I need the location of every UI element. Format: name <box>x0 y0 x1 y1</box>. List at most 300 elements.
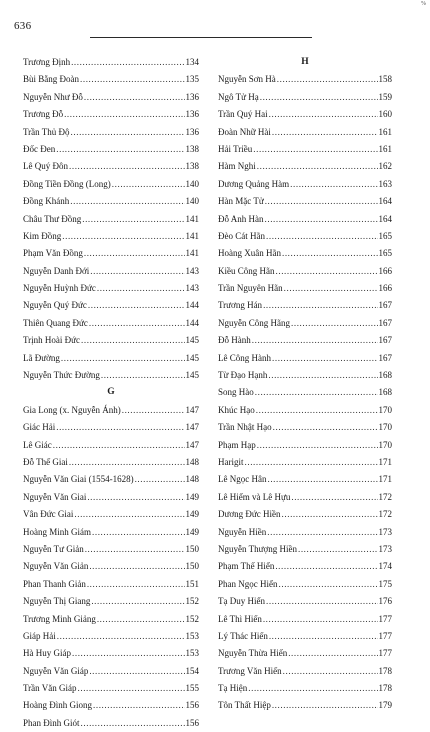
entry-name: Phan Ngọc Hiển <box>218 578 278 589</box>
leader-dots <box>62 228 184 245</box>
index-entry <box>23 211 199 228</box>
entry-name: Phạm Văn Đồng <box>23 248 83 259</box>
index-entry <box>218 350 392 367</box>
leader-dots <box>291 489 377 506</box>
entry-name: Kim Đồng <box>23 230 62 241</box>
index-entry <box>218 176 392 193</box>
index-entry <box>218 228 392 245</box>
index-entry <box>23 402 199 419</box>
leader-dots <box>56 141 184 158</box>
entry-page: 156 <box>185 700 199 711</box>
index-entry <box>218 541 392 558</box>
entry-name: Ngô Tử Hạ <box>218 91 259 102</box>
index-entry <box>23 280 199 297</box>
leader-dots <box>272 124 378 141</box>
leader-dots <box>257 158 378 175</box>
entry-name: Trần Nhật Hạo <box>218 422 272 433</box>
entry-name: Song Hào <box>218 387 254 398</box>
entry-name: Đèo Cát Hãn <box>218 230 265 241</box>
index-entry <box>218 576 392 593</box>
entry-page: 145 <box>185 370 199 381</box>
leader-dots <box>135 471 185 488</box>
index-entry <box>218 245 392 262</box>
entry-name: Tạ Hiện <box>218 683 248 694</box>
leader-dots <box>282 506 378 523</box>
entries-g <box>23 402 199 732</box>
index-entry <box>218 628 392 645</box>
leader-dots <box>298 541 378 558</box>
leader-dots <box>266 593 378 610</box>
entry-name: Nguyễn Hiền <box>218 526 267 537</box>
entry-name: Trịnh Hoài Đức <box>23 335 81 346</box>
entry-name: Trần Thủ Độ <box>23 126 70 137</box>
index-entry <box>218 402 392 419</box>
index-entry <box>23 228 199 245</box>
leader-dots <box>282 245 378 262</box>
entry-name: Nguyễn Thức Đường <box>23 370 100 381</box>
entry-page: 148 <box>185 474 199 485</box>
entry-page: 145 <box>185 352 199 363</box>
entry-page: 165 <box>378 230 392 241</box>
entry-name: Hàm Nghi <box>218 161 256 172</box>
entry-page: 144 <box>185 317 199 328</box>
leader-dots <box>84 245 185 262</box>
index-entry <box>23 611 199 628</box>
entry-name: Gia Long (x. Nguyễn Ánh) <box>23 404 121 415</box>
entry-page: 141 <box>185 248 199 259</box>
leader-dots <box>69 158 185 175</box>
index-column-right <box>218 54 392 715</box>
entry-name: Hải Triều <box>218 143 253 154</box>
entry-name: Châu Thư Đồng <box>23 213 82 224</box>
index-entry <box>23 89 199 106</box>
leader-dots <box>89 663 184 680</box>
leader-dots <box>61 350 185 367</box>
entry-page: 140 <box>185 178 199 189</box>
entry-page: 166 <box>378 265 392 276</box>
index-entry <box>218 611 392 628</box>
index-entry <box>23 454 199 471</box>
entry-page: 174 <box>378 561 392 572</box>
index-entry <box>218 697 392 714</box>
index-entry <box>218 89 392 106</box>
entry-name: Đỗ Anh Hàn <box>218 213 264 224</box>
entry-page: 152 <box>185 596 199 607</box>
index-entry <box>218 489 392 506</box>
entry-page: 153 <box>185 630 199 641</box>
entry-page: 154 <box>185 665 199 676</box>
entry-page: 168 <box>378 370 392 381</box>
entry-name: Nguyễn Văn Giản <box>23 561 89 572</box>
leader-dots <box>88 297 185 314</box>
entry-page: 166 <box>378 283 392 294</box>
index-entry <box>218 193 392 210</box>
entry-page: 161 <box>378 126 392 137</box>
index-entry <box>23 628 199 645</box>
header-rule <box>90 37 312 38</box>
index-column-left <box>23 54 199 732</box>
index-entry <box>218 332 392 349</box>
entry-page: 148 <box>185 456 199 467</box>
entry-page: 168 <box>378 387 392 398</box>
leader-dots <box>122 402 185 419</box>
entry-name: Đỗ Thế Giai <box>23 456 68 467</box>
entry-page: 170 <box>378 404 392 415</box>
index-entry <box>218 558 392 575</box>
entry-page: 159 <box>378 91 392 102</box>
index-entry <box>23 593 199 610</box>
leader-dots <box>85 541 185 558</box>
entry-name: Nguyễn Tư Giản <box>23 543 84 554</box>
leader-dots <box>266 228 378 245</box>
entry-page: 170 <box>378 422 392 433</box>
entry-name: Lê Quý Đôn <box>23 161 68 172</box>
entry-name: Hoàng Đình Giong <box>23 700 92 711</box>
leader-dots <box>74 506 184 523</box>
index-entry <box>23 124 199 141</box>
index-entry <box>23 437 199 454</box>
entry-name: Nguyễn Quý Đức <box>23 300 87 311</box>
entry-name: Tôn Thất Hiệp <box>218 700 271 711</box>
index-entry <box>23 558 199 575</box>
entry-page: 170 <box>378 439 392 450</box>
entry-page: 135 <box>185 74 199 85</box>
entry-name: Kiều Công Hãn <box>218 265 275 276</box>
entry-name: Nguyễn Sơn Hà <box>218 74 276 85</box>
entry-name: Từ Đạo Hạnh <box>218 370 268 381</box>
entry-name: Trương Hán <box>218 300 263 311</box>
entry-name: Nguyễn Danh Đới <box>23 265 90 276</box>
leader-dots <box>252 332 378 349</box>
index-entry <box>23 541 199 558</box>
index-entry <box>218 593 392 610</box>
section-heading-h: H <box>301 57 309 67</box>
entry-name: Khúc Hạo <box>218 404 255 415</box>
entry-name: Trần Quý Hai <box>218 109 268 120</box>
index-entry <box>23 471 199 488</box>
entry-page: 149 <box>185 491 199 502</box>
leader-dots <box>269 106 378 123</box>
entry-page: 167 <box>378 335 392 346</box>
entry-page: 164 <box>378 196 392 207</box>
entry-page: 160 <box>378 109 392 120</box>
entry-page: 147 <box>185 422 199 433</box>
index-entry <box>23 297 199 314</box>
leader-dots <box>272 350 378 367</box>
index-entry <box>218 663 392 680</box>
leader-dots <box>263 611 378 628</box>
entry-page: 165 <box>378 248 392 259</box>
entry-name: Phạm Hạp <box>218 439 256 450</box>
entry-page: 150 <box>185 543 199 554</box>
entry-name: Giác Hải <box>23 422 56 433</box>
leader-dots <box>80 71 185 88</box>
index-entry <box>218 437 392 454</box>
section-heading-g: G <box>107 387 115 398</box>
entry-name: Bùi Bằng Đoàn <box>23 74 79 85</box>
entries-h <box>218 71 392 714</box>
leader-dots <box>57 628 185 645</box>
entry-name: Dương Quảng Hàm <box>218 178 290 189</box>
entry-name: Hàn Mặc Tử <box>218 196 264 207</box>
entry-page: 136 <box>185 126 199 137</box>
index-entry <box>23 680 199 697</box>
leader-dots <box>284 280 378 297</box>
entry-page: 150 <box>185 561 199 572</box>
leader-dots <box>101 367 185 384</box>
leader-dots <box>81 715 185 732</box>
entry-page: 179 <box>378 700 392 711</box>
leader-dots <box>283 663 378 680</box>
entry-page: 177 <box>378 630 392 641</box>
index-entry <box>218 367 392 384</box>
index-entry <box>218 71 392 88</box>
entry-page: 149 <box>185 526 199 537</box>
entry-page: 138 <box>185 143 199 154</box>
index-entry <box>218 524 392 541</box>
entry-page: 151 <box>185 578 199 589</box>
entry-name: Lê Thì Hiến <box>218 613 262 624</box>
entry-page: 136 <box>185 91 199 102</box>
entry-page: 141 <box>185 213 199 224</box>
index-entry <box>23 576 199 593</box>
leader-dots <box>97 611 185 628</box>
entry-name: Nguyễn Thừa Hiến <box>218 648 288 659</box>
entry-name: Lê Hiểm và Lê Hựu <box>218 491 291 502</box>
leader-dots <box>97 280 185 297</box>
entry-name: Hoàng Xuân Hãn <box>218 248 281 259</box>
leader-dots <box>273 419 378 436</box>
leader-dots <box>253 141 377 158</box>
entry-name: Trương Định <box>23 57 71 67</box>
index-entry <box>218 506 392 523</box>
index-entry <box>23 141 199 158</box>
entry-name: Trương Văn Hiến <box>218 665 282 676</box>
entry-name: Nguyễn Huỳnh Đức <box>23 283 96 294</box>
entry-page: 167 <box>378 317 392 328</box>
entry-name: Nguyễn Văn Giai <box>23 491 87 502</box>
entries-top <box>23 54 199 384</box>
leader-dots <box>92 524 185 541</box>
index-entry <box>218 141 392 158</box>
entry-page: 161 <box>378 143 392 154</box>
index-entry <box>23 697 199 714</box>
index-entry <box>218 471 392 488</box>
leader-dots <box>53 437 185 454</box>
index-entry <box>218 211 392 228</box>
entry-page: 143 <box>185 283 199 294</box>
leader-dots <box>69 454 185 471</box>
leader-dots <box>265 211 378 228</box>
index-entry <box>23 663 199 680</box>
leader-dots <box>70 193 184 210</box>
entry-name: Lê Ngọc Hân <box>218 474 267 485</box>
leader-dots <box>89 558 184 575</box>
leader-dots <box>245 454 378 471</box>
entry-page: 172 <box>378 509 392 520</box>
entry-page: 134 <box>185 57 199 67</box>
index-entry <box>23 54 199 71</box>
entry-page: 175 <box>378 578 392 589</box>
leader-dots <box>269 628 378 645</box>
leader-dots <box>248 680 377 697</box>
index-entry <box>218 384 392 401</box>
leader-dots <box>277 71 378 88</box>
entry-name: Hà Huy Giáp <box>23 648 71 659</box>
index-entry <box>218 280 392 297</box>
entry-name: Vân Đức Giai <box>23 509 74 520</box>
entry-name: Lý Thác Hiến <box>218 630 268 641</box>
entry-name: Nguyễn Văn Giáp <box>23 665 89 676</box>
entry-page: 140 <box>185 196 199 207</box>
index-entry <box>218 263 392 280</box>
entry-name: Lê Giác <box>23 439 52 450</box>
entry-page: 173 <box>378 526 392 537</box>
entry-page: 167 <box>378 300 392 311</box>
index-entry <box>218 419 392 436</box>
leader-dots <box>89 315 185 332</box>
index-entry <box>23 193 199 210</box>
entry-page: 158 <box>378 74 392 85</box>
index-entry <box>23 419 199 436</box>
leader-dots <box>260 89 378 106</box>
entry-page: 138 <box>185 161 199 172</box>
entry-page: 163 <box>378 178 392 189</box>
entry-name: Trương Đỗ <box>23 109 64 120</box>
entry-name: Đốc Đen <box>23 143 56 154</box>
leader-dots <box>91 593 184 610</box>
leader-dots <box>84 89 185 106</box>
leader-dots <box>276 263 378 280</box>
entry-page: 141 <box>185 230 199 241</box>
index-entry <box>218 454 392 471</box>
entry-page: 178 <box>378 665 392 676</box>
entry-name: Trương Minh Giảng <box>23 613 96 624</box>
entry-page: 173 <box>378 543 392 554</box>
entry-name: Trần Nguyên Hãn <box>218 283 283 294</box>
index-entry <box>23 315 199 332</box>
corner-mark: % <box>421 1 426 7</box>
index-entry <box>218 124 392 141</box>
page-number: 636 <box>14 20 32 32</box>
leader-dots <box>279 576 378 593</box>
entry-name: Đồng Tiền Đồng (Long) <box>23 178 111 189</box>
index-entry <box>218 158 392 175</box>
entry-name: Harigit <box>218 456 244 467</box>
leader-dots <box>272 697 378 714</box>
entry-page: 147 <box>185 404 199 415</box>
entry-page: 167 <box>378 352 392 363</box>
leader-dots <box>64 106 184 123</box>
entry-name: Đoàn Nhữ Hài <box>218 126 271 137</box>
index-entry <box>23 176 199 193</box>
entry-page: 177 <box>378 648 392 659</box>
leader-dots <box>71 124 185 141</box>
leader-dots <box>112 176 185 193</box>
entry-name: Tạ Duy Hiển <box>218 596 265 607</box>
entry-name: Giáp Hải <box>23 630 56 641</box>
entry-page: 172 <box>378 491 392 502</box>
index-entry <box>218 297 392 314</box>
index-entry <box>23 263 199 280</box>
entry-name: Lê Công Hành <box>218 352 271 363</box>
entry-name: Hoàng Minh Giám <box>23 526 91 537</box>
entry-name: Đỗ Hành <box>218 335 251 346</box>
leader-dots <box>78 680 185 697</box>
index-entry <box>23 245 199 262</box>
entry-name: Nguyễn Văn Giai (1554-1628) <box>23 474 134 485</box>
entry-page: 156 <box>185 717 199 728</box>
entry-page: 177 <box>378 613 392 624</box>
leader-dots <box>71 54 184 71</box>
leader-dots <box>291 315 378 332</box>
entry-name: Lã Đường <box>23 352 60 363</box>
entry-name: Phan Thanh Giản <box>23 578 86 589</box>
entry-name: Phan Đình Giót <box>23 717 80 728</box>
leader-dots <box>268 367 377 384</box>
entry-page: 152 <box>185 613 199 624</box>
entry-page: 147 <box>185 439 199 450</box>
entry-page: 176 <box>378 596 392 607</box>
entry-page: 171 <box>378 456 392 467</box>
entry-name: Nguyễn Thị Giang <box>23 596 91 607</box>
index-entry <box>23 506 199 523</box>
entry-name: Trần Văn Giáp <box>23 683 77 694</box>
leader-dots <box>256 402 378 419</box>
entry-name: Dương Đức Hiền <box>218 509 281 520</box>
entry-page: 164 <box>378 213 392 224</box>
leader-dots <box>263 297 377 314</box>
index-entry <box>23 332 199 349</box>
index-entry <box>23 715 199 732</box>
entry-name: Đồng Khánh <box>23 196 70 207</box>
index-entry <box>218 680 392 697</box>
leader-dots <box>290 176 377 193</box>
leader-dots <box>87 489 184 506</box>
leader-dots <box>257 437 378 454</box>
entry-page: 178 <box>378 683 392 694</box>
leader-dots <box>255 384 378 401</box>
entry-page: 136 <box>185 109 199 120</box>
entry-page: 145 <box>185 335 199 346</box>
entry-page: 144 <box>185 300 199 311</box>
index-entry <box>23 71 199 88</box>
leader-dots <box>267 471 377 488</box>
leader-dots <box>275 558 377 575</box>
leader-dots <box>81 332 184 349</box>
entry-name: Nguyễn Như Đỗ <box>23 91 83 102</box>
index-entry <box>23 367 199 384</box>
entry-page: 153 <box>185 648 199 659</box>
entry-name: Phạm Thế Hiển <box>218 561 275 572</box>
index-entry <box>23 489 199 506</box>
leader-dots <box>87 576 185 593</box>
leader-dots <box>82 211 184 228</box>
index-entry <box>23 350 199 367</box>
entry-page: 143 <box>185 265 199 276</box>
entry-page: 171 <box>378 474 392 485</box>
entry-page: 149 <box>185 509 199 520</box>
leader-dots <box>90 263 184 280</box>
leader-dots <box>56 419 184 436</box>
entry-name: Thiên Quang Đức <box>23 317 88 328</box>
index-entry <box>23 524 199 541</box>
leader-dots <box>267 524 377 541</box>
index-entry <box>23 106 199 123</box>
entry-page: 155 <box>185 683 199 694</box>
entry-page: 162 <box>378 161 392 172</box>
index-entry <box>218 106 392 123</box>
